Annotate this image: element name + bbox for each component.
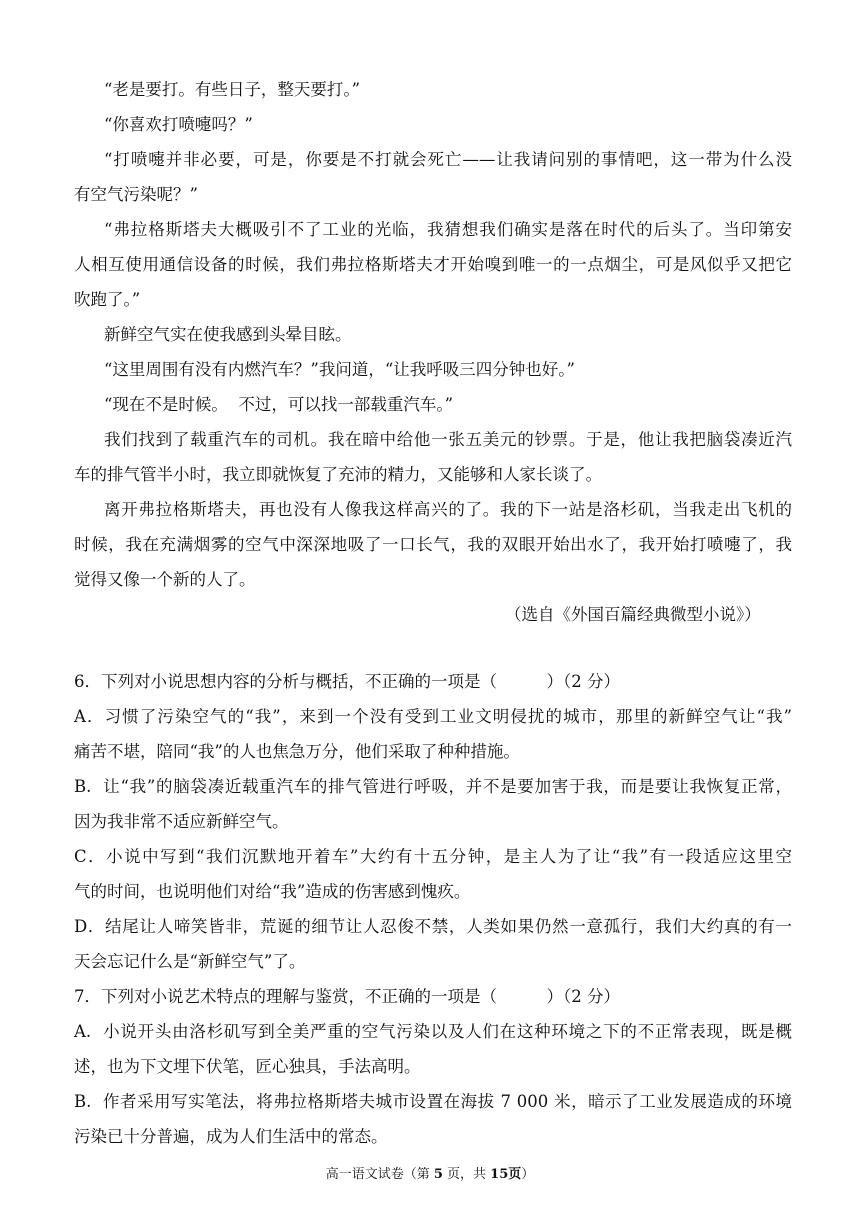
paragraph-line: “这里周围有没有内燃汽车？”我问道，“让我呼吸三四分钟也好。” xyxy=(104,360,575,379)
page-footer xyxy=(0,1166,860,1184)
footer-suffix: ） xyxy=(521,1167,535,1182)
paragraph-line: 时候，我在充满烟雾的空气中深深地吸了一口长气，我的双眼开始出水了，我开始打喷嚏了，我 xyxy=(74,535,792,554)
paragraph-line: 我们找到了载重汽车的司机。我在暗中给他一张五美元的钞票。于是，他让我把脑袋凑近汽 xyxy=(104,430,792,449)
question-6-option-c-cont: 气的时间，也说明他们对给“我”造成的伤害感到愧疚。 xyxy=(74,882,471,901)
paragraph-line: 有空气污染呢？” xyxy=(74,185,198,204)
paragraph-line: 离开弗拉格斯塔夫，再也没有人像我这样高兴的了。我的下一站是洛杉矶，当我走出飞机的 xyxy=(104,500,792,519)
paragraph-line: 新鲜空气实在使我感到头晕目眩。 xyxy=(104,325,352,344)
paragraph-line: “弗拉格斯塔夫大概吸引不了工业的光临，我猜想我们确实是落在时代的后头了。当印第安 xyxy=(104,220,792,239)
footer-prefix: 高一语文试卷（第 xyxy=(325,1167,434,1182)
footer-middle: 页，共 xyxy=(442,1167,491,1182)
question-7-option-b-cont: 污染已十分普遍，成为人们生活中的常态。 xyxy=(74,1127,388,1146)
paragraph-line: “现在不是时候。 不过，可以找一部载重汽车。” xyxy=(104,395,454,414)
question-7-option-a: A. 小说开头由洛杉矶写到全美严重的空气污染以及人们在这种环境之下的不正常表现，既是概 xyxy=(74,1022,792,1041)
question-6-option-b-cont: 因为我非常不适应新鲜空气。 xyxy=(74,812,289,831)
footer-page-number: 5 xyxy=(433,1167,443,1182)
question-6-option-c: C．小说中写到“我们沉默地开着车”大约有十五分钟，是主人为了让“我”有一段适应这里空 xyxy=(74,847,792,866)
paragraph-line: “你喜欢打喷嚏吗？” xyxy=(104,115,253,134)
question-6-option-d: D．结尾让人啼笑皆非，荒诞的细节让人忍俊不禁，人类如果仍然一意孤行，我们大约真的有一 xyxy=(74,917,792,936)
question-6-stem: 6．下列对小说思想内容的分析与概括，不正确的一项是（ ）（2 分） xyxy=(74,672,620,691)
question-7-stem: 7．下列对小说艺术特点的理解与鉴赏，不正确的一项是（ ）（2 分） xyxy=(74,987,620,1006)
paragraph-line: “老是要打。有些日子，整天要打。” xyxy=(104,80,361,99)
question-6-option-b: B. 让“我”的脑袋凑近载重汽车的排气管进行呼吸，并不是要加害于我，而是要让我恢复正常， xyxy=(74,777,792,796)
paragraph-line: 觉得又像一个新的人了。 xyxy=(74,570,256,589)
paragraph-line: 吹跑了。” xyxy=(74,290,141,309)
question-7-option-b: B. 作者采用写实笔法，将弗拉格斯塔夫城市设置在海拔 7 000 米，暗示了工业发展造成的环境 xyxy=(74,1092,792,1111)
paragraph-line: “打喷嚏并非必要，可是，你要是不打就会死亡——让我请问别的事情吧，这一带为什么没 xyxy=(104,150,792,169)
question-6-option-d-cont: 天会忘记什么是“新鲜空气”了。 xyxy=(74,952,306,971)
paragraph-line: 车的排气管半小时，我立即就恢复了充沛的精力，又能够和人家长谈了。 xyxy=(74,465,602,484)
question-6-option-a: A．习惯了污染空气的“我”，来到一个没有受到工业文明侵扰的城市，那里的新鲜空气让“我” xyxy=(74,707,792,726)
question-6-option-a-cont: 痛苦不堪，陪同“我”的人也焦急万分，他们采取了种种措施。 xyxy=(74,742,520,761)
question-7-option-a-cont: 述，也为下文埋下伏笔，匠心独具，手法高明。 xyxy=(74,1057,421,1076)
paragraph-line: 人相互使用通信设备的时候，我们弗拉格斯塔夫才开始嗅到唯一的一点烟尘，可是风似乎又把它 xyxy=(74,255,792,274)
footer-total-pages: 15页 xyxy=(490,1167,522,1182)
source-citation: （选自《外国百篇经典微型小说》） xyxy=(505,605,761,624)
